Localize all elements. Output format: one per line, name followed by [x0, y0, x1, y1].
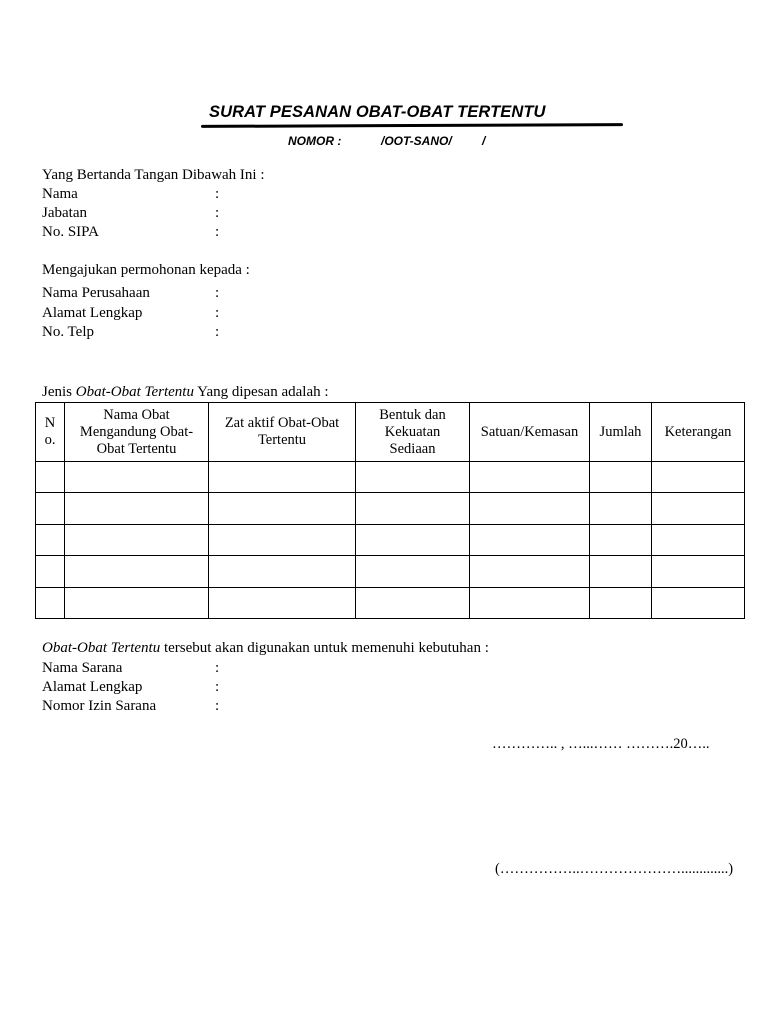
- recipient-phone-label: No. Telp: [42, 324, 95, 340]
- table-cell[interactable]: [652, 556, 745, 587]
- recipient-company-colon: :: [215, 285, 220, 301]
- table-cell[interactable]: [209, 587, 356, 618]
- usage-facility-name-colon: :: [215, 660, 220, 676]
- document-title: SURAT PESANAN OBAT-OBAT TERTENTU: [209, 103, 546, 121]
- table-cell[interactable]: [36, 462, 65, 493]
- table-cell[interactable]: [65, 556, 209, 587]
- table-cell[interactable]: [470, 524, 590, 555]
- usage-intro: [42, 640, 489, 657]
- nomor-label: NOMOR :: [288, 134, 342, 148]
- order-intro-italic: Obat-Obat Tertentu: [75, 384, 194, 400]
- place-date-line: ………….. , …...…… ……….20…..: [492, 736, 710, 752]
- column-header-jumlah: Jumlah: [590, 403, 652, 462]
- column-header-nama-obat: Nama Obat Mengandung Obat-Obat Tertentu: [65, 403, 209, 462]
- table-cell[interactable]: [590, 524, 652, 555]
- table-cell[interactable]: [36, 556, 65, 587]
- table-cell[interactable]: [470, 493, 590, 524]
- table-cell[interactable]: [652, 462, 745, 493]
- signer-intro: Yang Bertanda Tangan Dibawah Ini :: [42, 167, 265, 183]
- table-cell[interactable]: [652, 493, 745, 524]
- signer-position-colon: :: [215, 205, 220, 221]
- table-cell[interactable]: [590, 587, 652, 618]
- order-table: [35, 402, 745, 619]
- signer-sipa-colon: :: [215, 224, 220, 240]
- table-row: [36, 587, 745, 618]
- signer-position-label: Jabatan: [42, 205, 87, 221]
- table-cell[interactable]: [209, 493, 356, 524]
- table-cell[interactable]: [590, 556, 652, 587]
- signer-name-colon: :: [215, 186, 220, 202]
- recipient-address-label: Alamat Lengkap: [42, 305, 143, 321]
- table-row: [36, 462, 745, 493]
- table-row: [36, 556, 745, 587]
- table-cell[interactable]: [209, 556, 356, 587]
- signer-name-label: Nama: [42, 186, 78, 202]
- table-cell[interactable]: [470, 587, 590, 618]
- table-cell[interactable]: [36, 524, 65, 555]
- column-header-satuan-kemasan: Satuan/Kemasan: [470, 403, 590, 462]
- order-intro: [42, 384, 329, 401]
- recipient-phone-colon: :: [215, 324, 220, 340]
- recipient-address-colon: :: [215, 305, 220, 321]
- title-underline: [201, 123, 623, 128]
- table-cell[interactable]: [356, 493, 470, 524]
- order-intro-prefix: Jenis: [42, 384, 76, 400]
- table-cell[interactable]: [36, 493, 65, 524]
- table-header-row: [36, 403, 745, 462]
- table-cell[interactable]: [470, 556, 590, 587]
- table-row: [36, 524, 745, 555]
- usage-intro-suffix: tersebut akan digunakan untuk memenuhi kebutuhan :: [160, 640, 489, 656]
- table-cell[interactable]: [65, 524, 209, 555]
- column-header-no: N o.: [36, 403, 65, 462]
- table-cell[interactable]: [652, 524, 745, 555]
- usage-address-colon: :: [215, 679, 220, 695]
- table-cell[interactable]: [209, 524, 356, 555]
- usage-intro-italic: Obat-Obat Tertentu: [42, 640, 161, 656]
- signature-line: (……………..………………….............): [495, 861, 734, 877]
- table-cell[interactable]: [65, 587, 209, 618]
- column-header-zat-aktif: Zat aktif Obat-Obat Tertentu: [209, 403, 356, 462]
- table-row: [36, 493, 745, 524]
- recipient-intro: Mengajukan permohonan kepada :: [42, 262, 250, 278]
- table-cell[interactable]: [590, 493, 652, 524]
- usage-permit-colon: :: [215, 698, 220, 714]
- column-header-keterangan: Keterangan: [652, 403, 745, 462]
- table-cell[interactable]: [356, 524, 470, 555]
- table-cell[interactable]: [356, 462, 470, 493]
- nomor-separator: /: [482, 134, 486, 148]
- table-cell[interactable]: [65, 493, 209, 524]
- order-intro-suffix: Yang dipesan adalah :: [193, 384, 329, 400]
- table-cell[interactable]: [356, 556, 470, 587]
- table-cell[interactable]: [209, 462, 356, 493]
- column-header-bentuk-kekuatan: Bentuk dan Kekuatan Sediaan: [356, 403, 470, 462]
- table-cell[interactable]: [356, 587, 470, 618]
- usage-address-label: Alamat Lengkap: [42, 679, 143, 695]
- usage-permit-label: Nomor Izin Sarana: [42, 698, 157, 714]
- recipient-company-label: Nama Perusahaan: [42, 285, 150, 301]
- table-cell[interactable]: [590, 462, 652, 493]
- usage-facility-name-label: Nama Sarana: [42, 660, 123, 676]
- table-cell[interactable]: [652, 587, 745, 618]
- signer-sipa-label: No. SIPA: [42, 224, 99, 240]
- table-cell[interactable]: [36, 587, 65, 618]
- table-cell[interactable]: [470, 462, 590, 493]
- table-cell[interactable]: [65, 462, 209, 493]
- nomor-code: /OOT-SANO/: [381, 134, 452, 148]
